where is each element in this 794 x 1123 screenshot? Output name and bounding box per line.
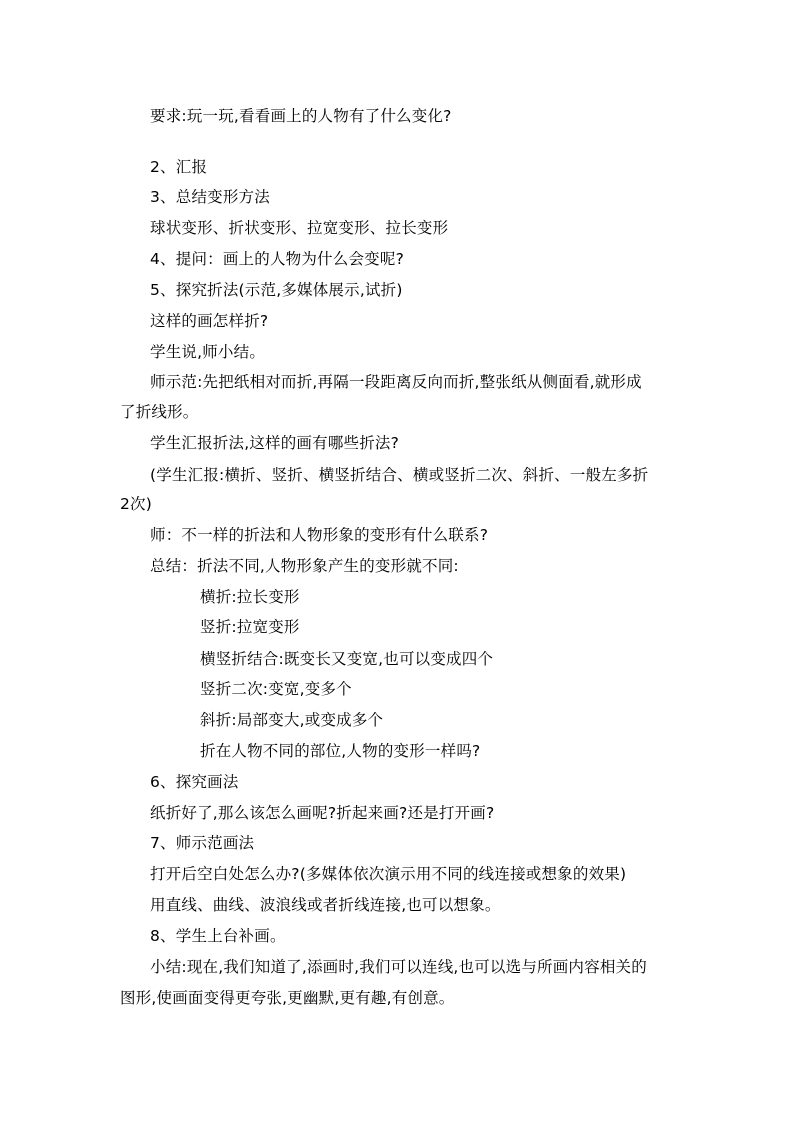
fold-type-vertical: 竖折:拉宽变形	[200, 618, 300, 636]
section-5-heading: 5、探究折法(示范,多媒体展示,试折)	[150, 281, 403, 299]
section-4-heading: 4、提问：画上的人物为什么会变呢?	[150, 250, 404, 268]
summary-line: 总结：折法不同,人物形象产生的变形就不同:	[150, 557, 459, 575]
section-6-heading: 6、探究画法	[150, 773, 239, 791]
connection-method-line: 用直线、曲线、波浪线或者折线连接,也可以想象。	[150, 896, 501, 914]
section-2-heading: 2、汇报	[150, 158, 208, 176]
blank-space-question-line: 打开后空白处怎么办?(多媒体依次演示用不同的线连接或想象的效果)	[150, 865, 627, 883]
student-summary-line: 学生说,师小结。	[150, 343, 266, 361]
teacher-demo-line: 师示范:先把纸相对而折,再隔一段距离反向而折,整张纸从侧面看,就形成	[150, 373, 642, 391]
deformation-methods-line: 球状变形、折状变形、拉宽变形、拉长变形	[150, 219, 449, 237]
fold-type-combined: 横竖折结合:既变长又变宽,也可以变成四个	[200, 650, 494, 668]
student-report-line: 学生汇报折法,这样的画有哪些折法?	[150, 434, 400, 452]
teacher-question-line: 师：不一样的折法和人物形象的变形有什么联系?	[150, 526, 489, 544]
fold-type-vertical-twice: 竖折二次:变宽,变多个	[200, 680, 352, 698]
fold-type-diagonal: 斜折:局部变大,或变成多个	[200, 711, 384, 729]
drawing-question-line: 纸折好了,那么该怎么画呢?折起来画?还是打开画?	[150, 804, 495, 822]
section-8-heading: 8、学生上台补画。	[150, 927, 286, 945]
fold-type-horizontal: 横折:拉长变形	[200, 588, 300, 606]
section-3-heading: 3、总结变形方法	[150, 188, 270, 206]
requirement-line: 要求:玩一玩,看看画上的人物有了什么变化?	[150, 107, 452, 125]
teacher-demo-line-continued: 了折线形。	[120, 403, 199, 421]
student-report-detail-line: (学生汇报:横折、竖折、横竖折结合、横或竖折二次、斜折、一般左多折	[150, 466, 649, 484]
question-line: 这样的画怎样折?	[150, 312, 269, 330]
student-report-detail-continued: 2次)	[120, 495, 153, 513]
fold-position-question: 折在人物不同的部位,人物的变形一样吗?	[200, 742, 481, 760]
section-7-heading: 7、师示范画法	[150, 834, 255, 852]
conclusion-line-continued: 图形,使画面变得更夸张,更幽默,更有趣,有创意。	[120, 989, 455, 1007]
conclusion-line: 小结:现在,我们知道了,添画时,我们可以连线,也可以选与所画内容相关的	[150, 958, 647, 976]
